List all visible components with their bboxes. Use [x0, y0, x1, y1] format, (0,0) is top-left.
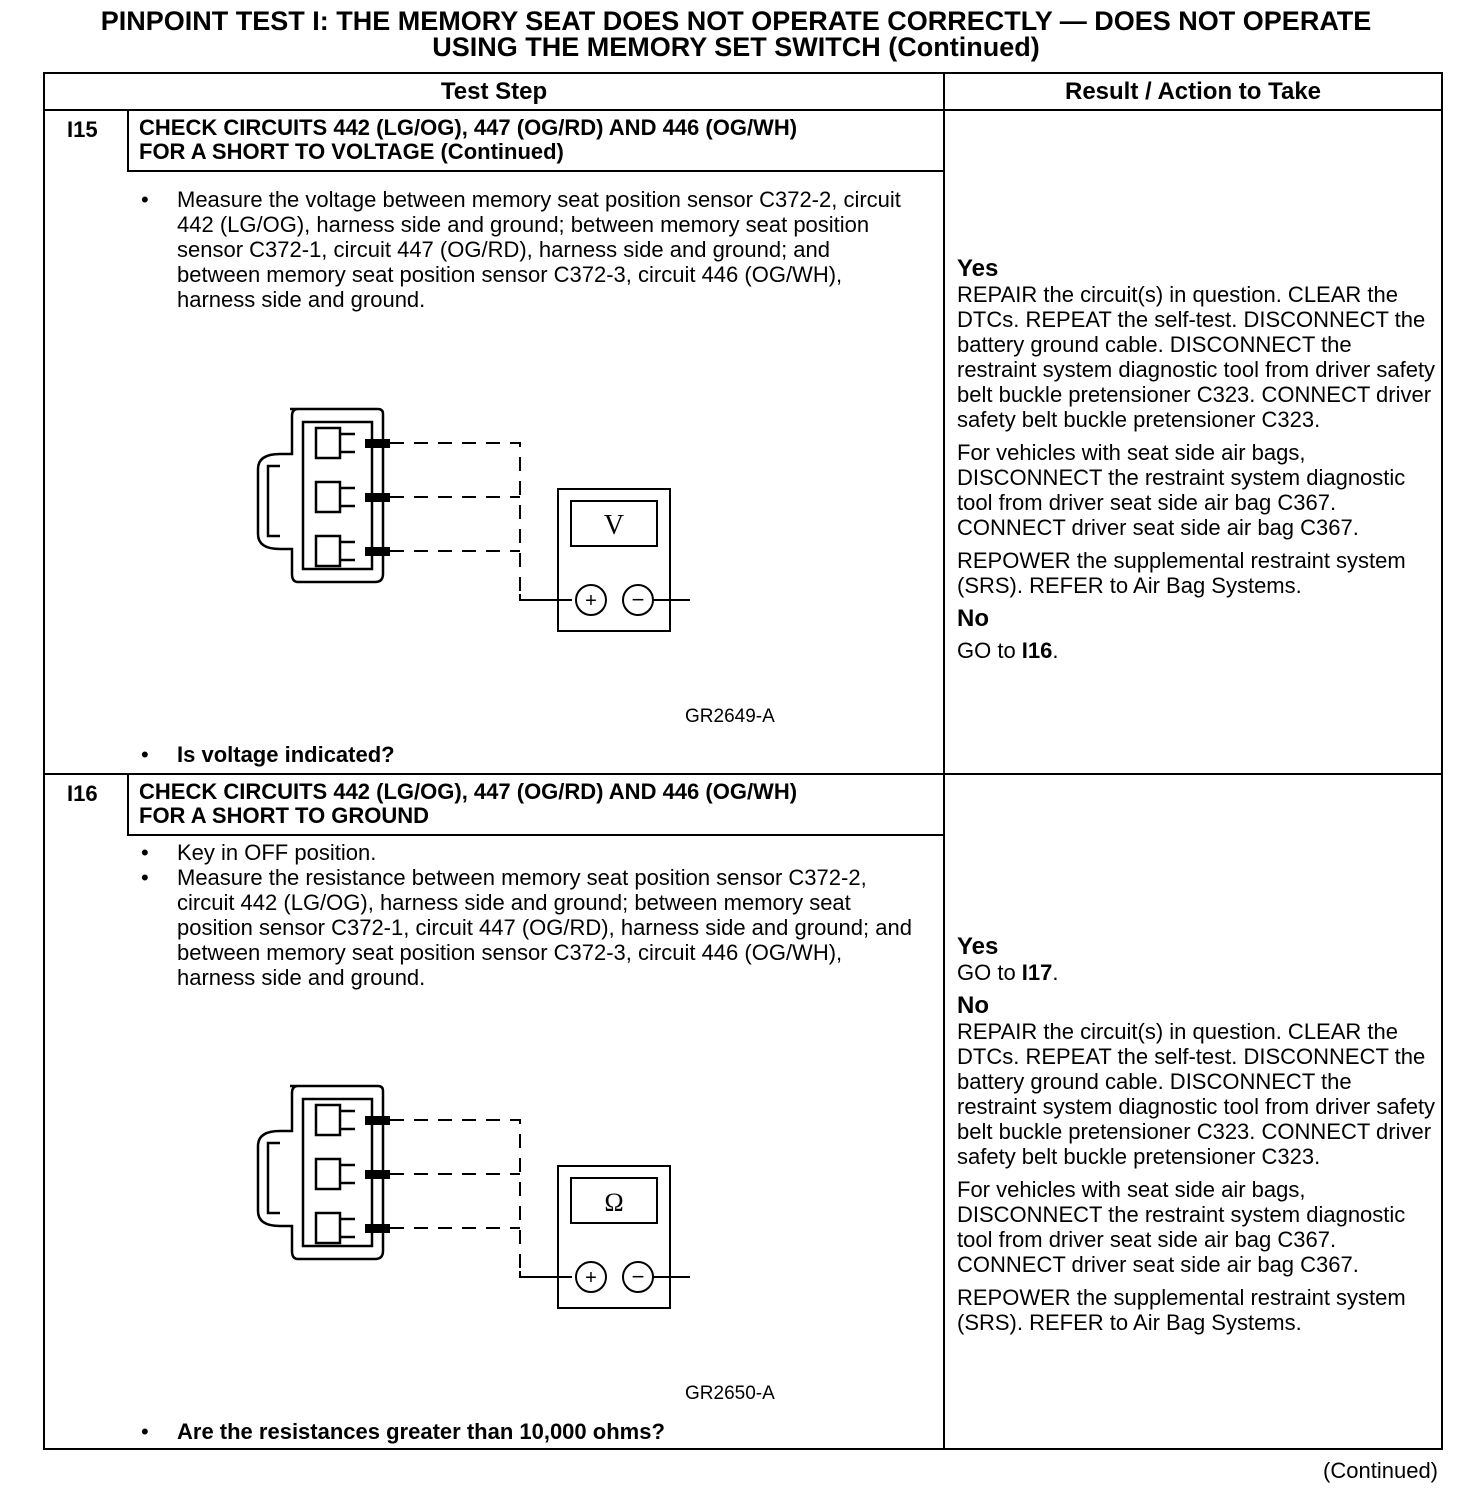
header-rule — [45, 109, 1441, 111]
connector-pin — [316, 536, 340, 566]
meter-lead-positive — [520, 1271, 572, 1277]
connector-inner-outline — [303, 1099, 372, 1246]
meter-lead-positive — [520, 594, 572, 600]
connector-pin — [316, 1213, 340, 1243]
step-heading-rule — [127, 170, 943, 172]
probe-tips — [365, 1116, 390, 1233]
connector-housing-outline — [258, 1086, 383, 1259]
connector-pin — [316, 1159, 340, 1189]
step-question: • Is voltage indicated? — [139, 742, 395, 768]
figure-id: GR2650-A — [685, 1383, 775, 1404]
probe-tips — [365, 439, 390, 556]
no-label: No — [957, 605, 989, 632]
connector-pin — [316, 428, 340, 458]
minus-sign: − — [631, 587, 645, 612]
step-heading-line-1: CHECK CIRCUITS 442 (LG/OG), 447 (OG/RD) AND 446 (OG/WH) — [139, 779, 798, 804]
column-header-test-step: Test Step — [440, 78, 548, 105]
step-reference: I17 — [1021, 960, 1053, 985]
connector-inner-outline — [303, 422, 372, 569]
no-paragraph: For vehicles with seat side air bags, DISCONNECT the restraint system diagnostic tool from driver seat side air bag C367. CONNECT driver seat side air bag C367. — [957, 1177, 1406, 1277]
step-heading — [139, 116, 929, 164]
step-number: I15 — [67, 117, 98, 142]
step-number-divider — [127, 110, 129, 170]
meter-symbol-ohms: Ω — [604, 1188, 624, 1217]
step-question: • Are the resistances greater than 10,000 ohms? — [139, 1419, 665, 1445]
bullet-item: • Key in OFF position. — [139, 840, 919, 865]
connector-pin — [316, 482, 340, 512]
page-title — [0, 8, 1472, 60]
probe-leads — [390, 443, 520, 594]
meter-lead-negative — [653, 1277, 690, 1321]
connector-latch — [268, 1143, 280, 1213]
title-line-2: USING THE MEMORY SET SWITCH (Continued) — [432, 32, 1040, 62]
connector-housing-outline — [258, 409, 383, 582]
minus-sign: − — [631, 1264, 645, 1289]
yes-action: GO to I17. — [957, 960, 1059, 985]
resistance-measurement-diagram — [250, 1081, 690, 1351]
step-bullets — [139, 187, 919, 312]
result-block — [957, 934, 1437, 1343]
plus-sign: + — [585, 590, 597, 612]
column-divider — [943, 74, 945, 1448]
title-line-1: PINPOINT TEST I: THE MEMORY SEAT DOES NOT OPERATE CORRECTLY — DOES NOT OPERATE — [100, 6, 1372, 36]
continued-note: (Continued) — [1323, 1458, 1438, 1483]
bullet-item: • Measure the resistance between memory seat position sensor C372-2, circuit 442 (LG/OG), harness side and ground; between memory seat position sensor C372-1, circuit 447 (OG/RD), harness side and ground; and between memory seat position sensor C372-3, circuit 446 (OG/WH), harness side and ground. — [139, 865, 919, 990]
result-block — [957, 256, 1437, 663]
voltage-measurement-diagram — [250, 404, 690, 674]
yes-paragraph: REPAIR the circuit(s) in question. CLEAR the DTCs. REPEAT the self-test. DISCONNECT the battery ground cable. DISCONNECT the restraint system diagnostic tool from driver safety belt buckle pretensioner C323. CONNECT driver safety belt buckle pretensioner C323. — [957, 282, 1436, 432]
step-bullets — [139, 840, 919, 990]
yes-paragraph: REPOWER the supplemental restraint system (SRS). REFER to Air Bag Systems. — [957, 548, 1406, 598]
step-heading-rule — [127, 834, 943, 836]
step-heading-line-2: FOR A SHORT TO VOLTAGE (Continued) — [139, 139, 564, 164]
no-paragraph: REPOWER the supplemental restraint system (SRS). REFER to Air Bag Systems. — [957, 1285, 1406, 1335]
no-paragraph: REPAIR the circuit(s) in question. CLEAR the DTCs. REPEAT the self-test. DISCONNECT the battery ground cable. DISCONNECT the restraint system diagnostic tool from driver safety belt buckle pretensioner C323. CONNECT driver safety belt buckle pretensioner C323. — [957, 1019, 1436, 1169]
connector-pin — [316, 1105, 340, 1135]
no-label: No — [957, 992, 989, 1019]
step-separator — [45, 773, 1441, 775]
pinpoint-test-table — [43, 72, 1443, 1450]
figure-id: GR2649-A — [685, 706, 775, 727]
step-heading-line-1: CHECK CIRCUITS 442 (LG/OG), 447 (OG/RD) AND 446 (OG/WH) — [139, 115, 798, 140]
meter-symbol-volts: V — [603, 510, 625, 541]
step-reference: I16 — [1021, 638, 1053, 663]
column-header-result: Result / Action to Take — [1064, 78, 1322, 105]
yes-label: Yes — [957, 933, 999, 960]
pin-terminals — [340, 1111, 355, 1237]
step-heading — [139, 780, 929, 828]
connector-latch — [268, 466, 280, 536]
step-number-divider — [127, 774, 129, 834]
yes-label: Yes — [957, 255, 999, 282]
step-heading-line-2: FOR A SHORT TO GROUND — [139, 803, 430, 828]
bullet-item: • Measure the voltage between memory seat position sensor C372-2, circuit 442 (LG/OG), harness side and ground; between memory seat position sensor C372-1, circuit 447 (OG/RD), harness side and ground; and between memory seat position sensor C372-3, circuit 446 (OG/WH), harness side and ground. — [139, 187, 919, 312]
yes-paragraph: For vehicles with seat side air bags, DISCONNECT the restraint system diagnostic tool from driver seat side air bag C367. CONNECT driver seat side air bag C367. — [957, 440, 1406, 540]
meter-lead-negative — [653, 600, 690, 644]
step-number: I16 — [67, 781, 98, 806]
pin-terminals — [340, 434, 355, 560]
no-action: GO to I16. — [957, 638, 1059, 663]
probe-leads — [390, 1120, 520, 1271]
plus-sign: + — [585, 1267, 597, 1289]
